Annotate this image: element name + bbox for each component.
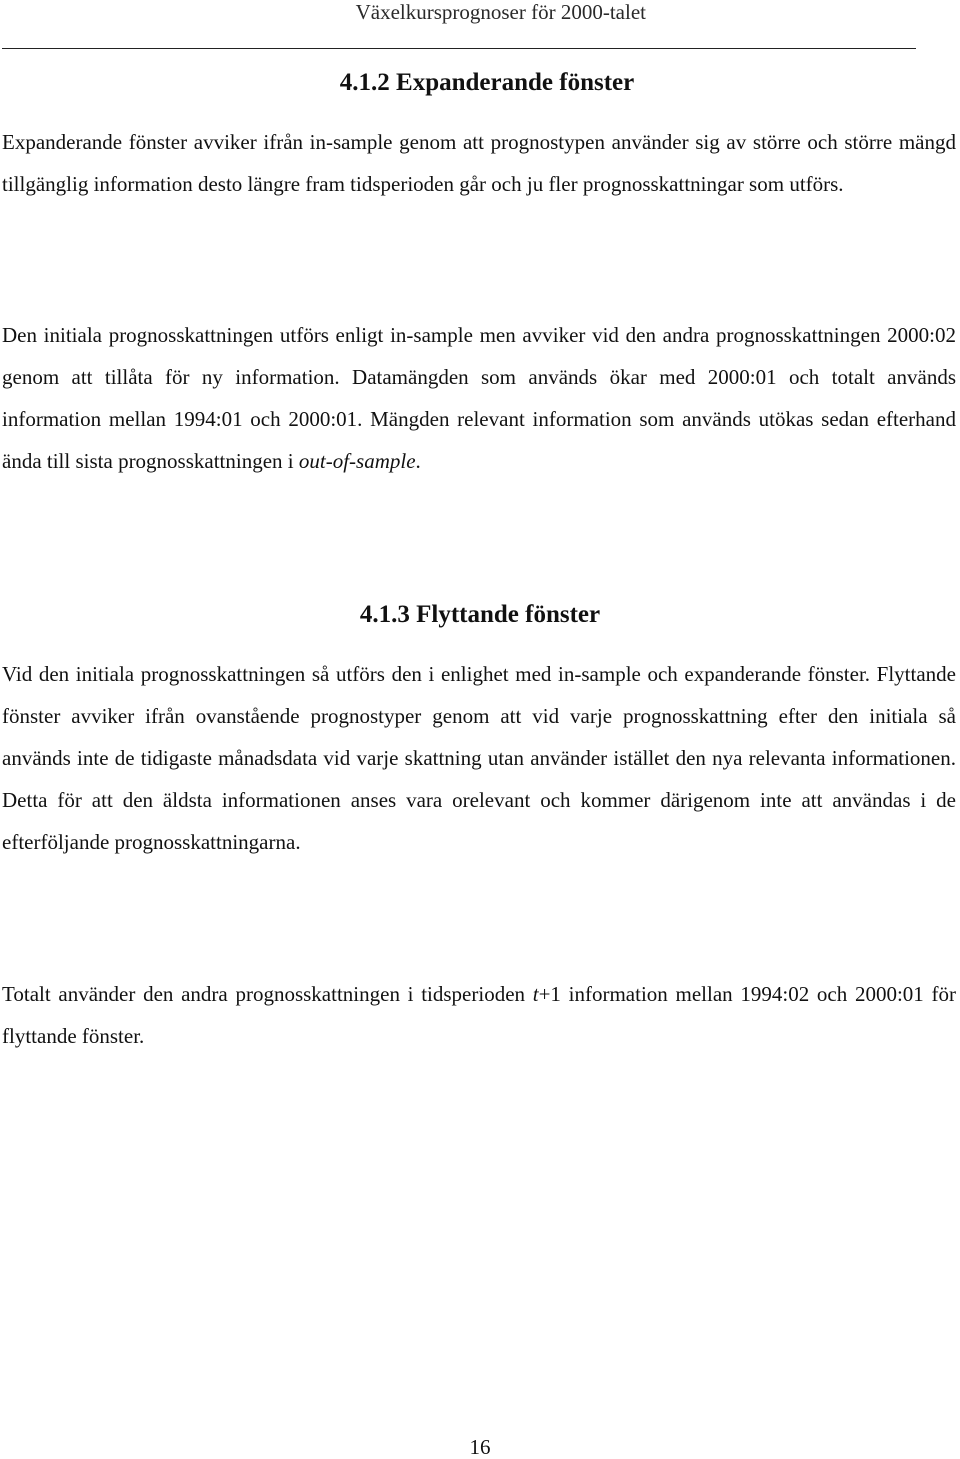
running-title: Växelkursprognoser för 2000-talet	[355, 0, 646, 24]
italic-variable: t	[532, 982, 539, 1006]
paragraph-text: Den initiala prognosskattningen utförs enligt in-sample men avviker vid den andra prognosskattningen 2000:02 genom att tillåta för ny information. Datamängden som används ökar med 2000:01 och totalt används information mellan 1994:01 och 2000:01. Mängden relevant information som används utökas sedan efterhand ända till sista prognosskattningen i	[2, 323, 956, 473]
paragraph-flyttande-total	[2, 973, 956, 1057]
section-heading-4-1-3: 4.1.3 Flyttande fönster	[359, 601, 601, 628]
running-header	[0, 0, 960, 50]
page-number: 16	[469, 1435, 491, 1459]
paragraph-expanderande-detail	[2, 314, 956, 482]
paragraph-text: Totalt använder den andra prognosskattningen i tidsperioden	[2, 982, 533, 1006]
section-heading-4-1-2: 4.1.2 Expanderande fönster	[339, 69, 635, 96]
paragraph-expanderande-intro: Expanderande fönster avviker ifrån in-sample genom att prognostypen använder sig av större och större mängd tillgänglig information desto längre fram tidsperioden går och ju fler prognosskattningar som utförs.	[2, 130, 956, 196]
header-rule	[2, 48, 916, 49]
paragraph-text: .	[415, 449, 421, 473]
italic-term: out-of-sample	[298, 449, 416, 473]
paragraph-flyttande-intro: Vid den initiala prognosskattningen så utförs den i enlighet med in-sample och expanderande fönster. Flyttande fönster avviker ifrån ovanstående prognostyper genom att vid varje prognosskattning efter den initiala så används inte de tidigaste månadsdata vid varje skattning utan använder istället den nya relevanta informationen. Detta för att den äldsta informationen anses vara orelevant och kommer därigenom inte att användas i de efterföljande prognosskattningarna.	[2, 662, 956, 854]
paragraph-text: +1 information mellan 1994:02 och 2000:01 för flyttande fönster.	[2, 982, 957, 1048]
